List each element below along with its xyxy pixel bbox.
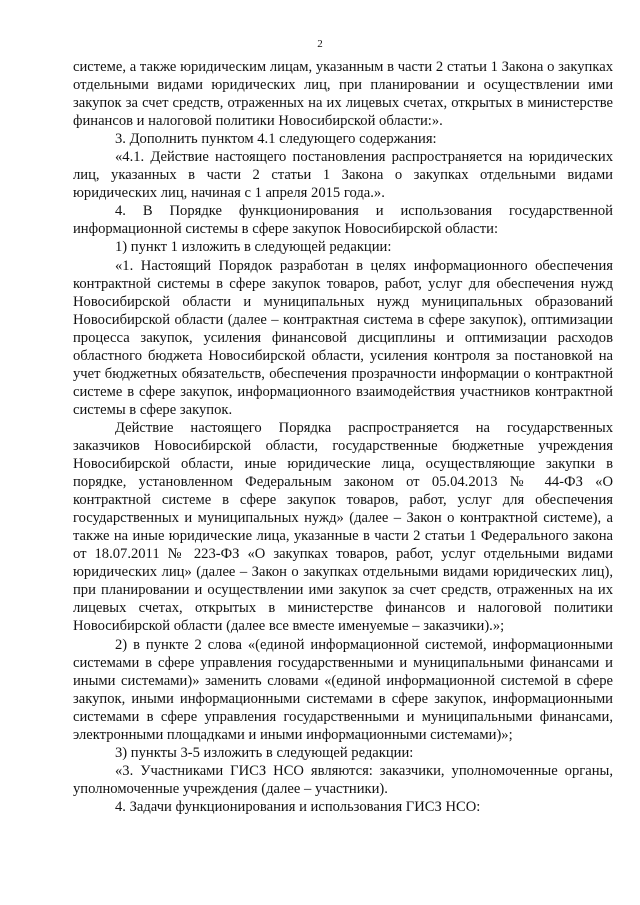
paragraph-continuation: системе, а также юридическим лицам, указанным в части 2 статьи 1 Закона о закупках отдельными видами юридических лиц, при планировании и осуществлении ими закупок за счет средств, отраженных на их лицевых счетах, открытых в министерстве финансов и налоговой политики Новосибирской области:». — [73, 59, 613, 130]
paragraph-subitem-2: 2) в пункте 2 слова «(единой информационной системой, информационными системами в сфере управления государственными и муниципальными финансами и иными системами)» заменить словами «(единой информационной системой в сфере закупок, иными информационными системами в сфере закупок, информационными системами в сфере управления государственными и муниципальными финансами, электронными площадками и иными информационными системами)»; — [73, 636, 613, 743]
paragraph-clause-4: 4. Задачи функционирования и использования ГИСЗ НСО: — [115, 798, 481, 815]
paragraph-clause-1: «1. Настоящий Порядок разработан в целях информационного обеспечения контрактной системы в сфере закупок товаров, работ, услуг для обеспечения нужд Новосибирской области и муниципальных нужд муниципальных образований Новосибирской области (далее – контрактная система в сфере закупок), оптимизации процесса закупок, усиления финансовой дисциплины и оптимизации расходов областного бюджета Новосибирской области, усиления контроля за постановкой на учет бюджетных обязательств, обеспечения прозрачности информации о контрактной системе в сфере закупок, информационного взаимодействия участников контрактной системы в сфере закупок. — [73, 257, 613, 418]
paragraph-item-4-1: «4.1. Действие настоящего постановления распространяется на юридических лиц, указанных в части 2 статьи 1 Закона о закупках отдельными видами юридических лиц, начиная с 1 апреля 2015 года.». — [73, 149, 613, 202]
document-body — [73, 58, 613, 816]
paragraph-item-4: 4. В Порядке функционирования и использования государственной информационной системы в сфере закупок Новосибирской области: — [73, 203, 613, 238]
paragraph-item-3: 3. Дополнить пунктом 4.1 следующего содержания: — [115, 131, 437, 148]
paragraph-subitem-3: 3) пункты 3-5 изложить в следующей редакции: — [115, 744, 414, 761]
paragraph-clause-3: «3. Участниками ГИСЗ НСО являются: заказчики, уполномоченные органы, уполномоченные учреждения (далее – участники). — [73, 762, 613, 797]
page-number: 2 — [317, 38, 323, 50]
paragraph-scope: Действие настоящего Порядка распространяется на государственных заказчиков Новосибирской области, государственные бюджетные учреждения Новосибирской области, иные юридические лица, осуществляющие закупки в порядке, установленном Федеральным законом от 05.04.2013 № 44-ФЗ «О контрактной системе в сфере закупок товаров, работ, услуг для обеспечения государственных и муниципальных нужд» (далее – Закон о контрактной системе), а также на иные юридические лица, указанные в части 2 статьи 1 Федерального закона от 18.07.2011 № 223-ФЗ «О закупках товаров, работ, услуг отдельными видами юридических лиц» (далее – Закон о закупках отдельными видами юридических лиц), при планировании и осуществлении ими закупок за счет средств, отраженных на их лицевых счетах, открытых в министерстве финансов и налоговой политики Новосибирской области (далее все вместе именуемые – заказчики).»; — [73, 419, 613, 635]
paragraph-subitem-1: 1) пункт 1 изложить в следующей редакции: — [115, 239, 392, 256]
